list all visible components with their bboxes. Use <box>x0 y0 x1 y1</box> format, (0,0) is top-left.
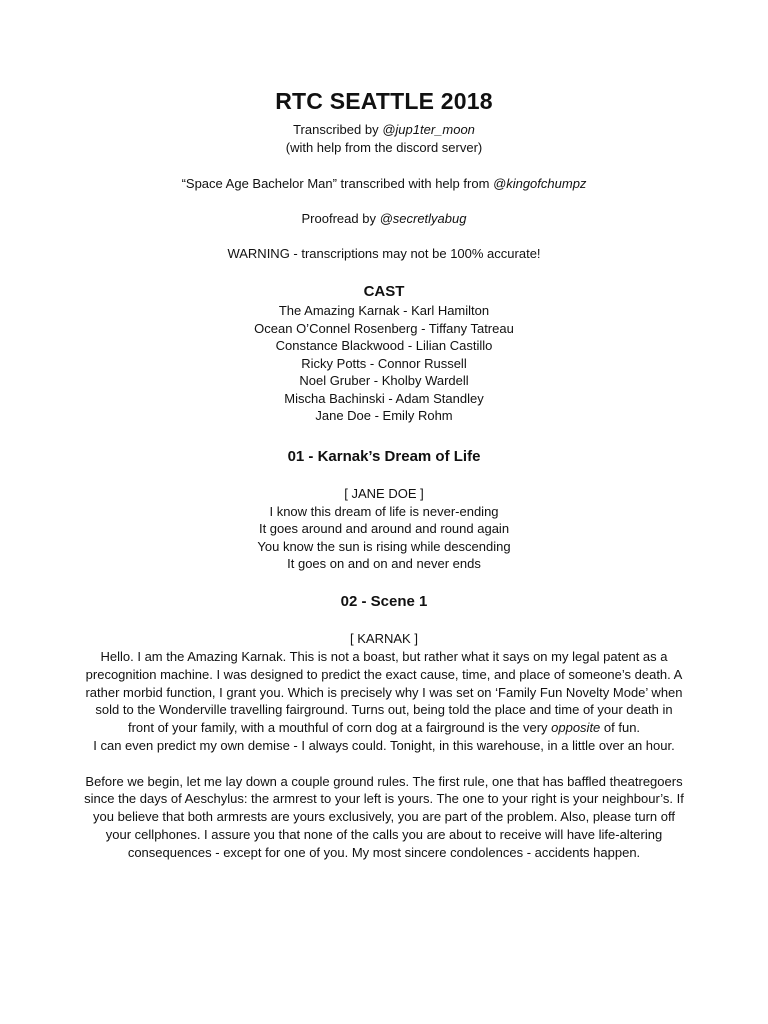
section-2-heading: 02 - Scene 1 <box>340 593 428 610</box>
proofread-block <box>0 210 768 228</box>
emphasis-text: opposite <box>551 720 601 736</box>
song-credit-line <box>0 175 768 193</box>
cast-member: Ocean O’Connel Rosenberg - Tiffany Tatreau <box>254 320 514 336</box>
song-credit-text: “Space Age Bachelor Man” transcribed with help from <box>181 176 494 191</box>
credits-block <box>0 121 768 156</box>
cast-member: Constance Blackwood - Lilian Castillo <box>275 338 493 353</box>
transcribed-by-line <box>0 121 768 139</box>
document-title: RTC SEATTLE 2018 <box>275 88 493 114</box>
monologue-paragraph-1 <box>84 648 684 737</box>
monologue-text: Hello. I am the Amazing Karnak. This is not a boast, but rather what it says on my legal patent as a precognition machine. I was designed to predict the exact cause, time, and place of someone’s death. A rather morbid function, I grant you. Which is precisely why I was set on ‘Family Fun Novelty Mode’ when sold to the Wonderville travelling fairground. Turns out, being told the place and time of your death in front of your family, with a mouthful of corn dog at a fairground is the very <box>85 649 683 736</box>
cast-member: Mischa Bachinski - Adam Standley <box>284 390 484 406</box>
monologue-paragraph-2: I can even predict my own demise - I always could. Tonight, in this warehouse, in a little over an hour. <box>93 737 675 753</box>
transcribed-by-text: Transcribed by <box>293 122 383 137</box>
lyric-line: I know this dream of life is never-ending <box>269 503 499 519</box>
speaker-tag: [ JANE DOE ] <box>344 486 424 501</box>
monologue-text: of fun. <box>600 720 641 736</box>
section-1-heading: 01 - Karnak’s Dream of Life <box>287 448 481 465</box>
transcriber-handle: @jup1ter_moon <box>382 122 475 137</box>
cast-member: Noel Gruber - Kholby Wardell <box>299 373 469 388</box>
proofread-text: Proofread by <box>301 211 380 226</box>
proofread-line <box>0 210 768 228</box>
warning-block <box>0 245 768 263</box>
monologue-paragraph-3: Before we begin, let me lay down a couple ground rules. The first rule, one that has baffled theatregoers since the days of Aeschylus: the armrest to your left is yours. The one to your right is your neighbour’s. If you believe that both armrests are yours exclusively, you are part of the problem. Also, please turn off your cellphones. I assure you that none of the calls you are about to receive will have life-altering consequences - except for one of you. My most sincere condolences - accidents happen. <box>84 773 684 860</box>
scene-1-monologue <box>84 648 684 862</box>
song-credit-block <box>0 175 768 193</box>
section-2-speaker <box>0 630 768 648</box>
cast-list <box>0 302 768 425</box>
lyric-line: You know the sun is rising while descending <box>257 538 511 554</box>
monologue-spacer <box>84 755 684 773</box>
warning-line: WARNING - transcriptions may not be 100% accurate! <box>227 246 541 261</box>
lyric-line: It goes around and around and round again <box>258 521 510 536</box>
section-1-lyrics <box>0 485 768 573</box>
proofreader-handle: @secretlyabug <box>379 211 467 226</box>
cast-member: The Amazing Karnak - Karl Hamilton <box>278 303 490 318</box>
song-credit-handle: @kingofchumpz <box>493 176 587 191</box>
cast-member: Jane Doe - Emily Rohm <box>315 408 453 423</box>
lyric-line: It goes on and on and never ends <box>287 556 481 571</box>
cast-heading: CAST <box>363 283 405 300</box>
speaker-tag: [ KARNAK ] <box>350 631 418 646</box>
cast-member: Ricky Potts - Connor Russell <box>301 355 467 371</box>
help-line: (with help from the discord server) <box>285 139 483 155</box>
